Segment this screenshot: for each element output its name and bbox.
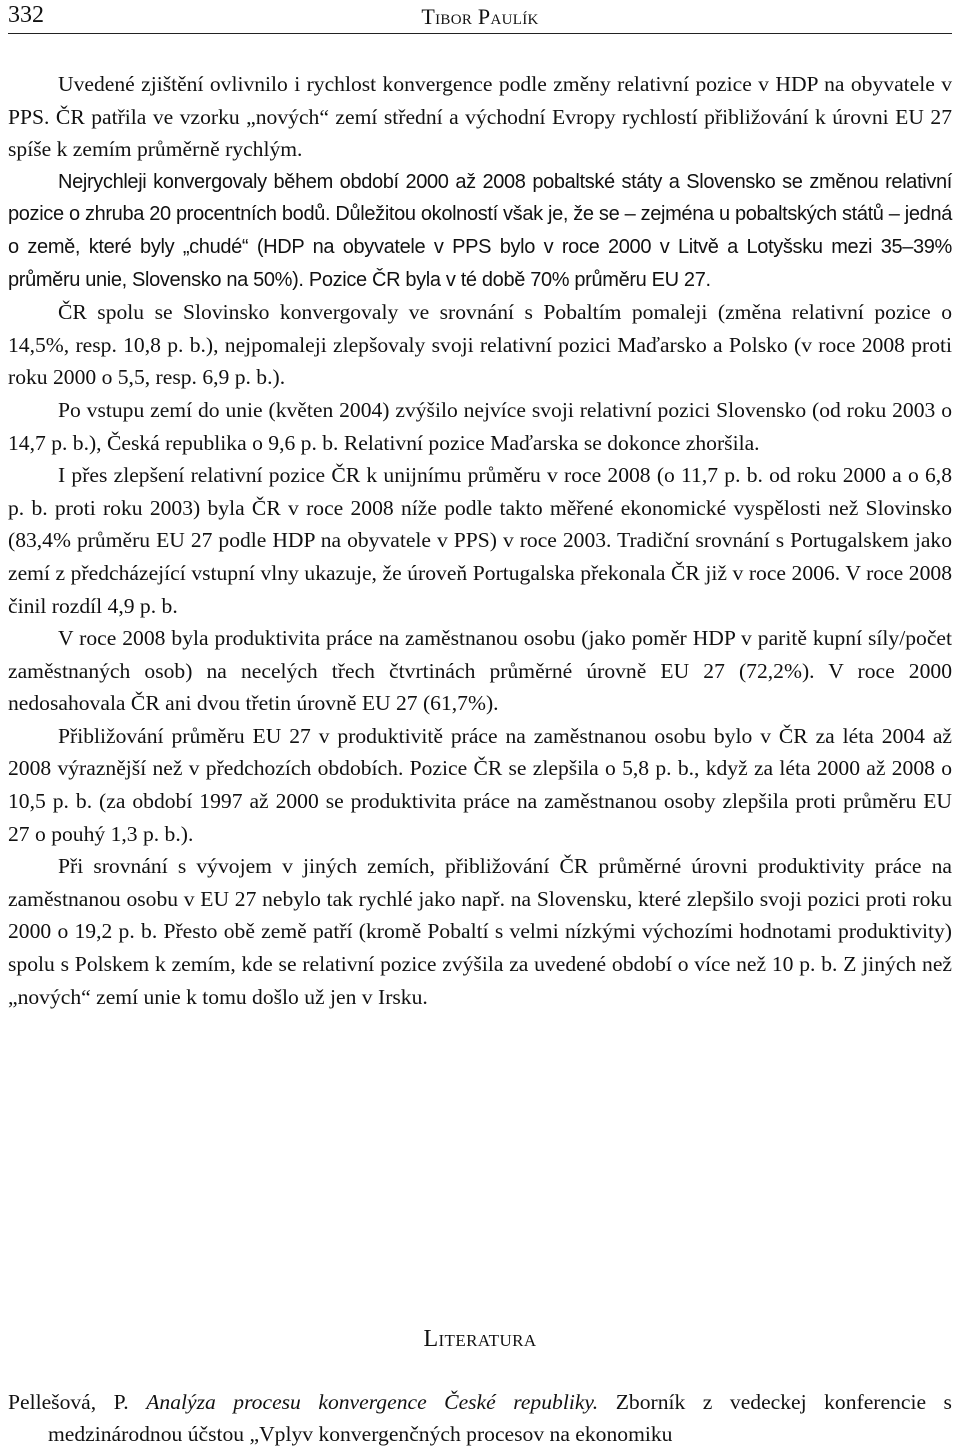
- paragraph: Při srovnání s vývojem v jiných zemích, přibližování ČR průměrné úrovni produktivity práce na zaměstnanou osobu v EU 27 nebylo tak rychlé jako např. na Slovensku, které zlepšilo svoji pozici proti roku 2000 o 19,2 p. b. Přesto obě země patří (kromě Pobaltí s velmi nízkými výchozími hodnotami produktivity) spolu s Polskem k zemím, kde se relativní pozice zvýšila za uvedené období o více než 10 p. b. Z jiných než „nových“ zemí unie k tomu došlo už jen v Irsku.: [8, 854, 952, 1009]
- paragraph: Uvedené zjištění ovlivnilo i rychlost konvergence podle změny relativní pozice v HDP na obyvatele v PPS. ČR patřila ve vzorku „nových“ zemí střední a východní Evropy rychlostí přibližování k úrovni EU 27 spíše k zemím průměrně rychlým.: [8, 72, 952, 162]
- reference-entry: [8, 1386, 952, 1450]
- paragraph: Přibližování průměru EU 27 v produktivitě práce na zaměstnanou osobu bylo v ČR za léta 2004 až 2008 výraznější než v předchozích obdobích. Pozice ČR se zlepšila o 5,8 p. b., když za léta 2000 až 2008 o 10,5 p. b. (za období 1997 až 2000 se produktivita práce na zaměstnanou osoby zlepšila proti průměru EU 27 o pouhý 1,3 p. b.).: [8, 723, 952, 846]
- paragraph: ČR spolu se Slovinsko konvergovaly ve srovnání s Pobaltím pomaleji (změna relativní pozice o 14,5%, resp. 10,8 p. b.), nejpomaleji zlepšovaly svoji relativní pozici Maďarsko a Polsko (v roce 2008 proti roku 2000 o 5,5, resp. 6,9 p. b.).: [8, 300, 952, 390]
- running-head-author: Tibor Paulík: [421, 4, 539, 29]
- article-body: [8, 68, 952, 1013]
- literature-heading: Literatura: [423, 1326, 537, 1352]
- paragraph: Nejrychleji konvergovaly během období 2000 až 2008 pobaltské státy a Slovensko se změnou relativní pozice o zhruba 20 procentních bodů. Důležitou okolností však je, že se – zejména u pobaltských států – jedná o země, které byly „chudé“ (HDP na obyvatele v PPS bylo v roce 2000 v Litvě a Lotyšsku mezi 35–39% průměru unie, Slovensko na 50%). Pozice ČR byla v té době 70% průměru EU 27.: [8, 170, 952, 291]
- page-number: 332: [8, 2, 44, 28]
- reference-title: Analýza procesu konvergence České republiky.: [146, 1390, 599, 1414]
- paragraph: Po vstupu zemí do unie (květen 2004) zvýšilo nejvíce svoji relativní pozici Slovensko (od roku 2003 o 14,7 p. b.), Česká republika o 9,6 p. b. Relativní pozice Maďarska se dokonce zhoršila.: [8, 397, 952, 455]
- reference-details: Zborník z vedeckej konferencie s medzinárodnou účstou „Vplyv konvergenčných procesov na ekonomiku: [48, 1390, 952, 1446]
- paragraph: I přes zlepšení relativní pozice ČR k unijnímu průměru v roce 2008 (o 11,7 p. b. od roku 2000 a o 6,8 p. b. proti roku 2003) byla ČR v roce 2008 níže podle takto měřené ekonomické vyspělosti než Slovinsko (83,4% průměru EU 27 podle HDP na obyvatele v PPS) v roce 2003. Tradiční srovnání s Portugalskem jako zemí z předcházející vstupní vlny ukazuje, že úroveň Portugalska překonala ČR již v roce 2006. V roce 2008 činil rozdíl 4,9 p. b.: [8, 463, 952, 618]
- page-header: [8, 0, 952, 34]
- reference-author: Pellešová, P.: [8, 1390, 129, 1414]
- paragraph: V roce 2008 byla produktivita práce na zaměstnanou osobu (jako poměr HDP v paritě kupní síly/počet zaměstnaných osob) na necelých třech čtvrtinách průměrné úrovně EU 27 (72,2%). V roce 2000 nedosahovala ČR ani dvou třetin úrovně EU 27 (61,7%).: [8, 626, 952, 716]
